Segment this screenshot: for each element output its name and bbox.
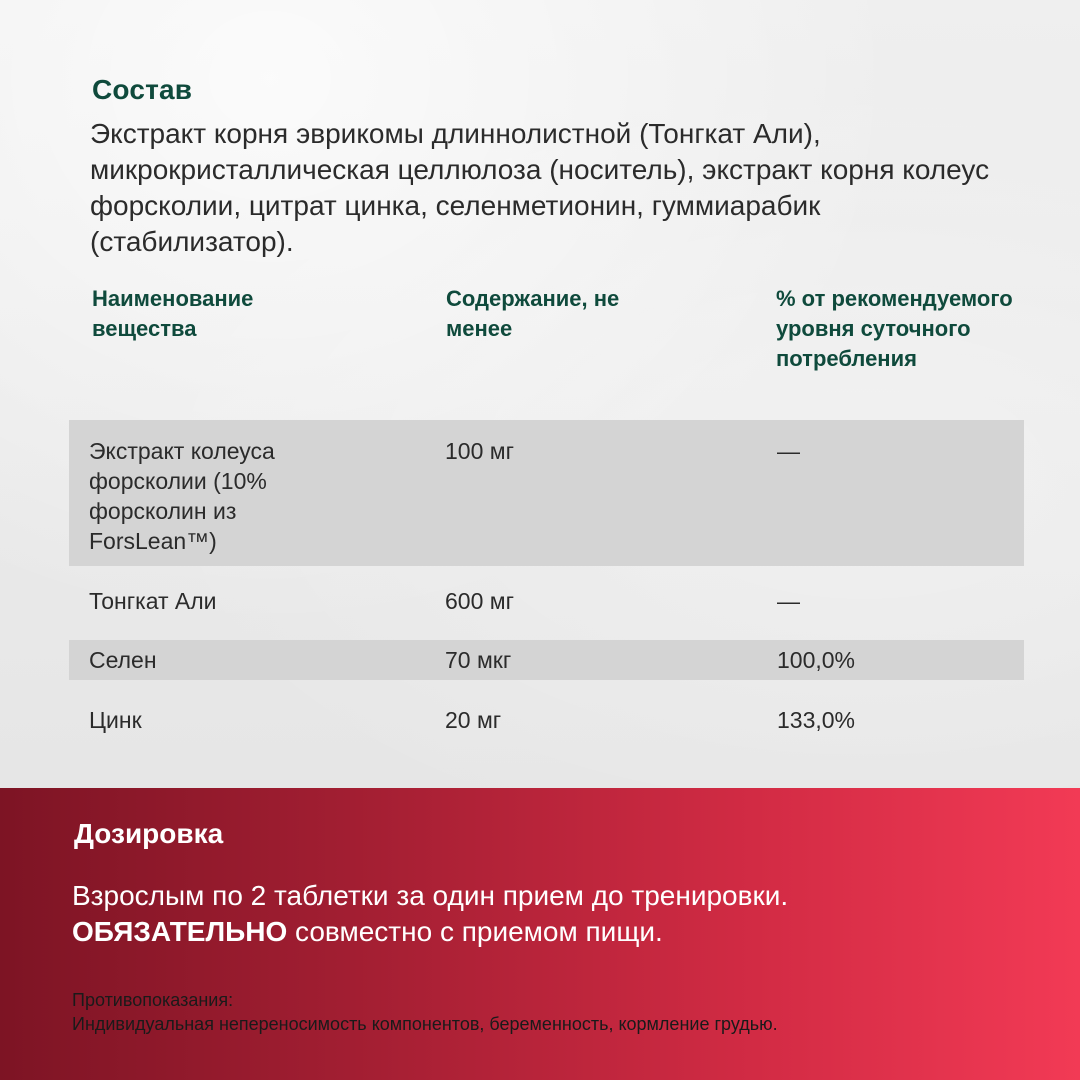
row-percent: — [777,438,800,464]
row-substance-name: Экстракт колеуса форсколии (10% форсколин из ForsLean™) [89,438,275,554]
header-substance-name: Наименование вещества [92,286,254,341]
header-daily-percent: % от рекомендуемого уровня суточного потребления [776,286,1013,371]
dosage-emphasis: ОБЯЗАТЕЛЬНО [72,916,288,947]
row-amount: 600 мг [445,588,514,614]
row-percent: — [777,588,800,614]
contraindications-label: Противопоказания: [72,990,234,1010]
table-row [69,420,1024,566]
table-row [69,640,1024,680]
contraindications-text: Индивидуальная непереносимость компонентов, беременность, кормление грудью. [72,1014,778,1034]
table-row [69,578,1024,628]
row-substance-name: Тонгкат Али [89,588,217,614]
row-percent: 100,0% [777,647,856,673]
dosage-instruction-rest: совместно с приемом пищи. [295,916,663,947]
contraindications [72,988,1052,1036]
composition-text: Экстракт корня эврикомы длиннолистной (Тонгкат Али), микрокристаллическая целлюлоза (носитель), экстракт корня колеус форсколии, цитрат цинка, селенметионин, гуммиарабик (стабилизатор). [90,118,990,257]
dosage-section [0,788,1080,1080]
row-percent: 133,0% [777,707,856,733]
dosage-title: Дозировка [74,818,224,849]
row-substance-name: Селен [89,647,157,673]
row-amount: 20 мг [445,707,502,733]
table-row [69,698,1024,742]
composition-title: Состав [92,74,193,105]
row-amount: 100 мг [445,438,514,464]
header-content-amount: Содержание, не менее [446,286,620,341]
row-amount: 70 мкг [445,647,512,673]
dosage-instruction: Взрослым по 2 таблетки за один прием до тренировки. [72,880,789,911]
row-substance-name: Цинк [89,707,142,733]
dosage-text [72,878,1032,950]
